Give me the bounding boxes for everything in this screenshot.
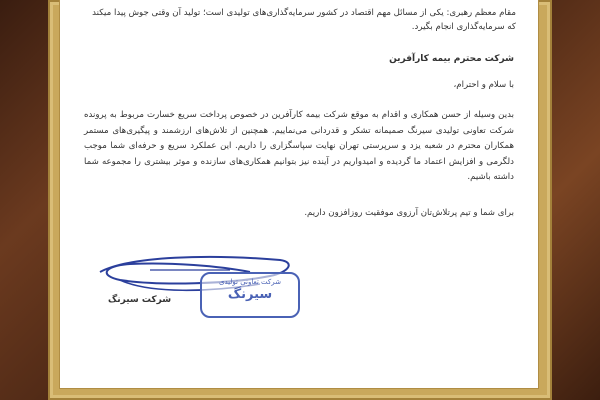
intro-quote: مقام معظم رهبری: یکی از مسائل مهم اقتصاد در کشور سرمایه‌گذاری‌های تولیدی است؛ تولید آن وقتی جوش پیدا میکند که سرمایه‌گذاری انجام بگیرد. (92, 8, 516, 32)
stamp-company-name: سیرنگ (227, 287, 273, 302)
stamp-top-text: شرکت تعاونی تولیدی (219, 278, 281, 286)
closing-line: برای شما و تیم پرتلاش‌تان آرزوی موفقیت روزافزون داریم. (304, 208, 514, 218)
letter-paper (60, 0, 538, 388)
letter-body: بدین وسیله از حسن همکاری و اقدام به موقع شرکت بیمه کارآفرین در خصوص پرداخت سریع خسارت مربوط به پرونده شرکت تعاونی تولیدی سیرنگ صمیمانه تشکر و قدردانی می‌نماییم. همچنین از تلاش‌های ارزشمند و پیگیری‌های مستمر همکاران محترم در شعبه یزد و سرپرستی تهران نهایت سپاسگزاری را داریم. این عملکرد سریع و حرفه‌ای شما موجب دلگرمی و افزایش اعتماد ما گردیده و امیدواریم در آینده نیز بتوانیم همکاری‌های سازنده و موثر بیشتری را مجموعه شما داشته باشیم. (84, 110, 514, 182)
recipient-heading: شرکت محترم بیمه کارآفرین (389, 54, 514, 64)
company-signature-label: شرکت سیرنگ (108, 295, 172, 305)
company-stamp (200, 272, 300, 318)
greeting: با سلام و احترام، (453, 80, 514, 90)
